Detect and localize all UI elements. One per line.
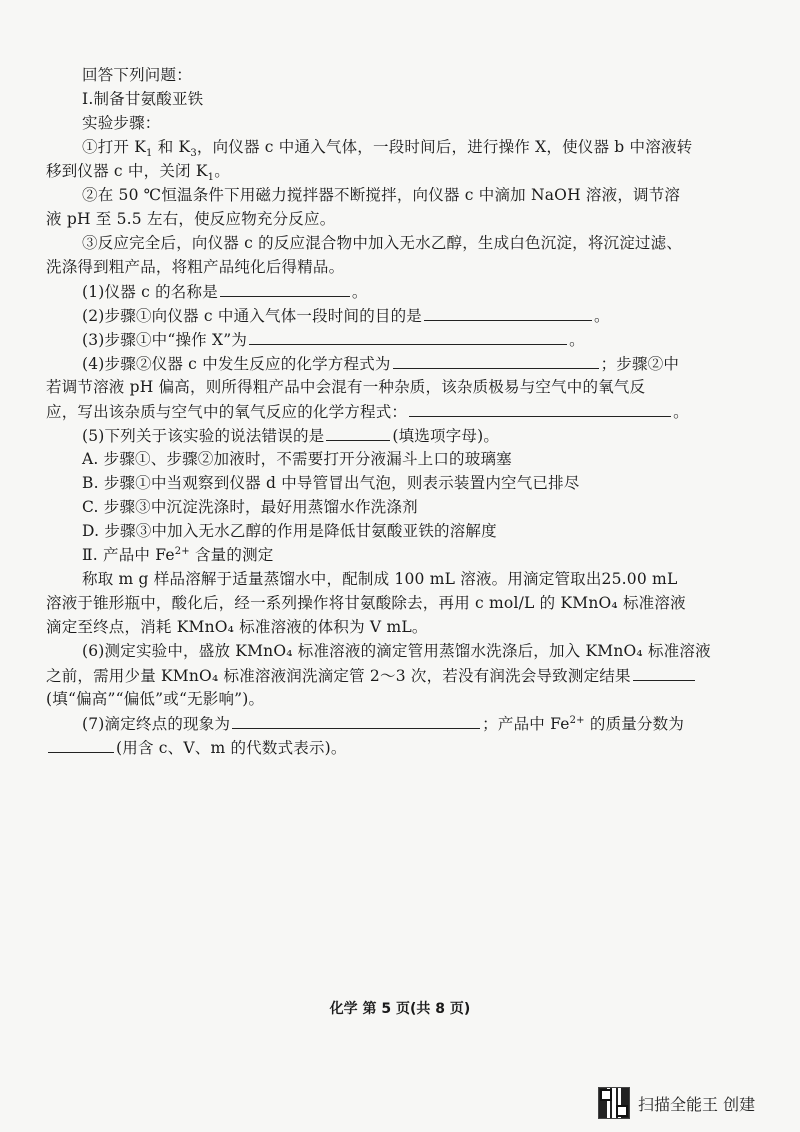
section-heading xyxy=(82,544,274,566)
line-text: (填选项字母)。 xyxy=(392,427,500,445)
answer-blank xyxy=(633,664,695,681)
line-text: Ⅰ.制备甘氨酸亚铁 xyxy=(82,90,204,108)
watermark-text: 扫描全能王 创建 xyxy=(638,1094,756,1114)
line-text: 称取 m g 样品溶解于适量蒸馏水中，配制成 100 mL 溶液。用滴定管取出25.00 mL xyxy=(82,570,678,588)
line-text: 。 xyxy=(569,331,585,349)
line-text: (用含 c、V、m 的代数式表示)。 xyxy=(116,739,347,757)
section-heading xyxy=(82,88,203,110)
line-text: D. 步骤③中加入无水乙醇的作用是降低甘氨酸亚铁的溶解度 xyxy=(82,522,497,540)
scanner-watermark xyxy=(598,1086,788,1120)
question-3 xyxy=(82,328,585,351)
line-text: 。 xyxy=(594,307,610,325)
step-2-line-cont xyxy=(46,208,335,230)
question-6 xyxy=(82,640,711,662)
line-text: (6)测定实验中，盛放 KMnO₄ 标准溶液的滴定管用蒸馏水洗涤后，加入 KMnO₄ 标准溶液 xyxy=(82,642,711,660)
step-2-line xyxy=(82,184,680,206)
line-text: 液 pH 至 5.5 左右，使反应物充分反应。 xyxy=(46,210,336,228)
line-text: 滴定至终点，消耗 KMnO₄ 标准溶液的体积为 V mL。 xyxy=(46,618,428,636)
line-text: ；步骤②中 xyxy=(600,355,680,373)
line-text: 和 K xyxy=(152,138,191,156)
step-3-line-cont xyxy=(46,256,344,278)
line-text: (4)步骤②仪器 c 中发生反应的化学方程式为 xyxy=(82,355,391,373)
superscript: 2+ xyxy=(174,545,190,557)
line-text: A. 步骤①、步骤②加液时，不需要打开分液漏斗上口的玻璃塞 xyxy=(82,450,512,468)
answer-blank xyxy=(424,304,592,321)
subscript: 1 xyxy=(146,148,153,160)
line-text: 洗涤得到粗产品，将粗产品纯化后得精品。 xyxy=(46,258,345,276)
answer-blank xyxy=(249,328,567,345)
line-text: B. 步骤①中当观察到仪器 d 中导管冒出气泡，则表示装置内空气已排尽 xyxy=(82,474,580,492)
text-line xyxy=(46,616,428,638)
line-text: (填“偏高”“偏低”或“无影响”)。 xyxy=(46,690,265,708)
question-7 xyxy=(82,712,684,735)
superscript: 2+ xyxy=(569,714,585,726)
question-5 xyxy=(82,424,499,447)
answer-blank xyxy=(409,400,671,417)
line-text: 。 xyxy=(214,162,230,180)
line-text: 回答下列问题： xyxy=(82,66,192,84)
subscript: 1 xyxy=(207,172,215,184)
answer-blank xyxy=(220,280,350,297)
step-1-line-cont xyxy=(46,160,230,182)
text-line xyxy=(46,592,686,614)
option-c xyxy=(82,496,418,518)
line-text: 移到仪器 c 中，关闭 K xyxy=(46,162,208,180)
text-line xyxy=(82,64,192,86)
answer-blank xyxy=(48,736,114,753)
line-text: 应，写出该杂质与空气中的氧气反应的化学方程式： xyxy=(46,403,408,421)
answer-blank xyxy=(393,352,599,369)
subscript: 3 xyxy=(190,148,197,160)
line-text: ；产品中 Fe xyxy=(482,715,570,733)
line-text: C. 步骤③中沉淀洗涤时，最好用蒸馏水作洗涤剂 xyxy=(82,498,418,516)
line-text: (2)步骤①向仪器 c 中通入气体一段时间的目的是 xyxy=(82,307,422,325)
step-3-line xyxy=(82,232,682,254)
line-text: ，向仪器 c 中通入气体，一段时间后，进行操作 X，使仪器 b 中溶液转 xyxy=(196,138,693,156)
page-footer: 化学 第 5 页(共 8 页) xyxy=(329,1001,471,1017)
option-d xyxy=(82,520,497,542)
text-line xyxy=(82,112,161,134)
question-4 xyxy=(82,352,679,375)
question-6-cont xyxy=(46,688,264,710)
line-text: 之前，需用少量 KMnO₄ 标准溶液润洗滴定管 2～3 次，若没有润洗会导致测定结果 xyxy=(46,667,631,685)
line-text: ③反应完全后，向仪器 c 的反应混合物中加入无水乙醇，生成白色沉淀，将沉淀过滤、 xyxy=(82,234,683,252)
line-text: (1)仪器 c 的名称是 xyxy=(82,283,218,301)
line-text: 溶液于锥形瓶中，酸化后，经一系列操作将甘氨酸除去，再用 c mol/L 的 KMnO₄ 标准溶液 xyxy=(46,594,686,612)
line-text: 含量的测定 xyxy=(189,546,274,564)
answer-blank xyxy=(326,424,390,441)
option-b xyxy=(82,472,580,494)
line-text: Ⅱ. 产品中 Fe xyxy=(82,546,175,564)
question-6-cont xyxy=(46,664,697,687)
line-text: ①打开 K xyxy=(82,138,147,156)
line-text: 若调节溶液 pH 偏高，则所得粗产品中会混有一种杂质，该杂质极易与空气中的氧气反 xyxy=(46,378,646,396)
line-text: (3)步骤①中“操作 X”为 xyxy=(82,331,248,349)
line-text: (5)下列关于该实验的说法错误的是 xyxy=(82,427,325,445)
line-text: 。 xyxy=(351,283,368,301)
step-1-line xyxy=(82,136,692,158)
question-1 xyxy=(82,280,368,303)
line-text: 实验步骤： xyxy=(82,114,161,132)
question-4-cont xyxy=(46,376,645,398)
text-line xyxy=(82,568,677,590)
qr-code-icon xyxy=(598,1087,630,1119)
question-2 xyxy=(82,304,610,327)
option-a xyxy=(82,448,512,470)
line-text: ②在 50 ℃恒温条件下用磁力搅拌器不断搅拌，向仪器 c 中滴加 NaOH 溶液，调节溶 xyxy=(82,186,681,204)
line-text: 。 xyxy=(673,403,689,421)
question-4-cont xyxy=(46,400,689,423)
line-text: 的质量分数为 xyxy=(584,715,685,733)
answer-blank xyxy=(232,712,480,729)
question-7-cont xyxy=(46,736,347,759)
line-text: (7)滴定终点的现象为 xyxy=(82,715,231,733)
